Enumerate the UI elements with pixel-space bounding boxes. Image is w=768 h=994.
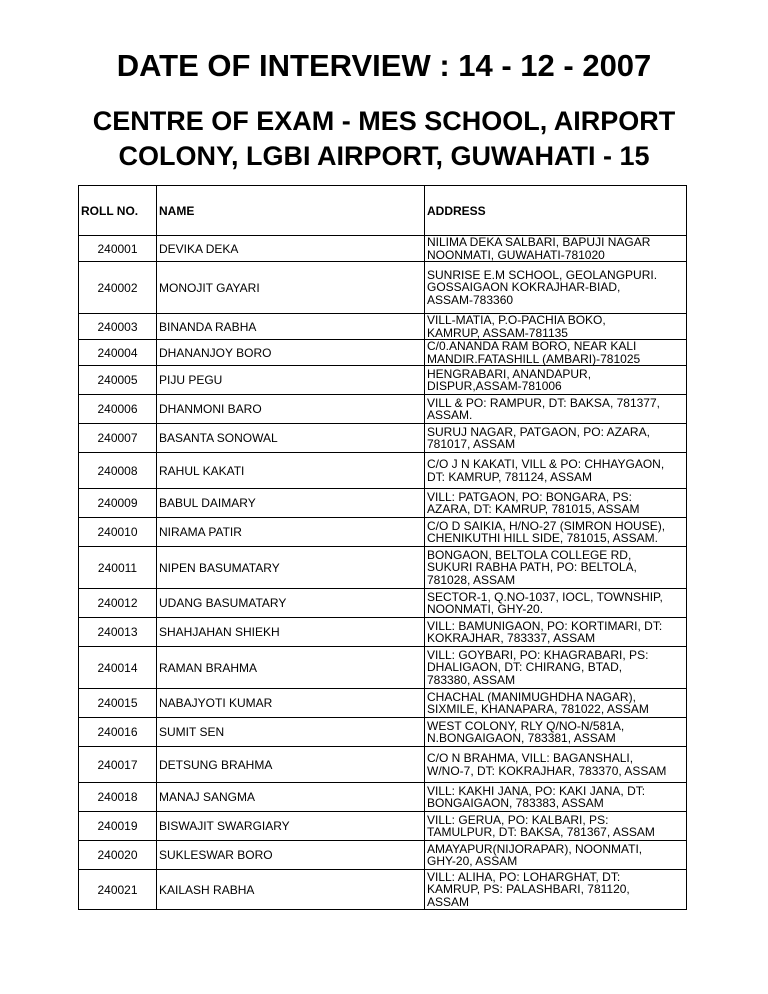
table-row: [79, 453, 687, 489]
address-cell: [425, 589, 687, 618]
address-cell: [425, 747, 687, 783]
address-line: ASSAM: [427, 894, 470, 909]
table-row: [79, 518, 687, 547]
roll-number-cell: 240016: [79, 718, 157, 747]
address-cell: [425, 618, 687, 647]
address-cell: [425, 783, 687, 812]
roll-number-cell: 240001: [79, 236, 157, 262]
address-line: C/O J N KAKATI, VILL & PO: CHHAYGAON,: [427, 457, 665, 471]
table-body: [79, 236, 687, 910]
name-cell: MANAJ SANGMA: [157, 783, 425, 812]
table-row: [79, 314, 687, 340]
roll-number-cell: 240004: [79, 340, 157, 366]
address-line: C/O D SAIKIA, H/NO-27 (SIMRON HOUSE),: [427, 518, 666, 533]
roll-number-cell: 240007: [79, 424, 157, 453]
name-cell: KAILASH RABHA: [157, 870, 425, 910]
table-row: [79, 718, 687, 747]
address-cell: [425, 689, 687, 718]
address-line: N.BONGAIGAON, 783381, ASSAM: [427, 731, 616, 745]
table-row: [79, 547, 687, 589]
name-cell: UDANG BASUMATARY: [157, 589, 425, 618]
address-line: SIXMILE, KHANAPARA, 781022, ASSAM: [427, 702, 649, 716]
address-line: C/O N BRAHMA, VILL: BAGANSHALI,: [427, 751, 634, 765]
address-line: 781028, ASSAM: [427, 572, 516, 587]
address-line: GOSSAIGAON KOKRAJHAR-BIAD,: [427, 280, 621, 295]
address-line: TAMULPUR, DT: BAKSA, 781367, ASSAM: [427, 825, 655, 839]
name-cell: DEVIKA DEKA: [157, 236, 425, 262]
table-row: [79, 262, 687, 314]
name-cell: BASANTA SONOWAL: [157, 424, 425, 453]
column-header-name: NAME: [157, 186, 425, 236]
table-row: [79, 366, 687, 395]
table-row: [79, 812, 687, 841]
address-line: VILL & PO: RAMPUR, DT: BAKSA, 781377,: [427, 395, 660, 410]
name-cell: DHANANJOY BORO: [157, 340, 425, 366]
address-line: VILL: PATGAON, PO: BONGARA, PS:: [427, 489, 632, 504]
roll-number-cell: 240020: [79, 841, 157, 870]
address-line: VILL: ALIHA, PO: LOHARGHAT, DT:: [427, 869, 621, 884]
interview-date-heading: DATE OF INTERVIEW : 14 - 12 - 2007: [116, 48, 652, 83]
roll-number-cell: 240003: [79, 314, 157, 340]
table-row: [79, 424, 687, 453]
address-line: KAMRUP, ASSAM-781135: [427, 325, 568, 340]
roll-number-cell: 240009: [79, 489, 157, 518]
address-line: KOKRAJHAR, 783337, ASSAM: [427, 631, 596, 645]
address-line: NILIMA DEKA SALBARI, BAPUJI NAGAR: [427, 235, 651, 249]
address-cell: [425, 453, 687, 489]
address-line: AZARA, DT: KAMRUP, 781015, ASSAM: [427, 502, 640, 516]
table-row: [79, 589, 687, 618]
name-cell: MONOJIT GAYARI: [157, 262, 425, 314]
table-row: [79, 870, 687, 910]
address-line: 783380, ASSAM: [427, 672, 516, 687]
address-line: VILL-MATIA, P.O-PACHIA BOKO,: [427, 313, 606, 327]
address-line: ASSAM.: [427, 408, 473, 422]
exam-centre-heading-line2: COLONY, LGBI AIRPORT, GUWAHATI - 15: [118, 141, 650, 171]
table-row: [79, 236, 687, 262]
address-line: DT: KAMRUP, 781124, ASSAM: [427, 469, 592, 484]
name-cell: SHAHJAHAN SHIEKH: [157, 618, 425, 647]
name-cell: RAMAN BRAHMA: [157, 647, 425, 689]
table-row: [79, 747, 687, 783]
column-header-address: ADDRESS: [425, 186, 687, 236]
address-line: CHACHAL (MANIMUGHDHA NAGAR),: [427, 689, 636, 704]
address-cell: [425, 718, 687, 747]
address-line: BONGAON, BELTOLA COLLEGE RD,: [427, 547, 632, 562]
roll-number-cell: 240002: [79, 262, 157, 314]
address-line: SECTOR-1, Q.NO-1037, IOCL, TOWNSHIP,: [427, 589, 663, 604]
table-row: [79, 689, 687, 718]
roll-number-cell: 240014: [79, 647, 157, 689]
address-line: VILL: GERUA, PO: KALBARI, PS:: [427, 812, 609, 827]
address-line: VILL: KAKHI JANA, PO: KAKI JANA, DT:: [427, 783, 646, 798]
address-line: VILL: GOYBARI, PO: KHAGRABARI, PS:: [427, 647, 649, 662]
address-cell: [425, 870, 687, 910]
address-cell: [425, 262, 687, 314]
roll-number-cell: 240005: [79, 366, 157, 395]
roll-number-cell: 240021: [79, 870, 157, 910]
address-cell: [425, 366, 687, 395]
name-cell: SUKLESWAR BORO: [157, 841, 425, 870]
roll-number-cell: 240015: [79, 689, 157, 718]
address-cell: [425, 424, 687, 453]
roll-number-cell: 240011: [79, 547, 157, 589]
address-line: DHALIGAON, DT: CHIRANG, BTAD,: [427, 660, 623, 675]
name-cell: BINANDA RABHA: [157, 314, 425, 340]
column-header-roll: ROLL NO.: [79, 186, 157, 236]
table-row: [79, 841, 687, 870]
roll-number-cell: 240017: [79, 747, 157, 783]
address-cell: [425, 489, 687, 518]
address-line: WEST COLONY, RLY Q/NO-N/581A,: [427, 718, 625, 733]
address-line: VILL: BAMUNIGAON, PO: KORTIMARI, DT:: [427, 618, 663, 633]
address-line: KAMRUP, PS: PALASHBARI, 781120,: [427, 882, 630, 897]
address-line: MANDIR.FATASHILL (AMBARI)-781025: [427, 351, 641, 366]
roll-number-cell: 240013: [79, 618, 157, 647]
name-cell: SUMIT SEN: [157, 718, 425, 747]
address-line: CHENIKUTHI HILL SIDE, 781015, ASSAM.: [427, 531, 658, 545]
address-line: NOONMATI, GHY-20.: [427, 602, 544, 616]
address-line: 781017, ASSAM: [427, 437, 516, 451]
address-cell: [425, 395, 687, 424]
roll-number-cell: 240008: [79, 453, 157, 489]
table-row: [79, 618, 687, 647]
table-row: [79, 489, 687, 518]
roll-number-cell: 240006: [79, 395, 157, 424]
address-cell: [425, 340, 687, 366]
candidate-table: [78, 185, 687, 910]
address-line: NOONMATI, GUWAHATI-781020: [427, 247, 605, 262]
table-row: [79, 395, 687, 424]
address-cell: [425, 314, 687, 340]
address-line: DISPUR,ASSAM-781006: [427, 379, 562, 393]
name-cell: NIRAMA PATIR: [157, 518, 425, 547]
address-line: C/0.ANANDA RAM BORO, NEAR KALI: [427, 339, 637, 353]
name-cell: DHANMONI BARO: [157, 395, 425, 424]
roll-number-cell: 240018: [79, 783, 157, 812]
address-cell: [425, 841, 687, 870]
roll-number-cell: 240019: [79, 812, 157, 841]
address-cell: [425, 547, 687, 589]
address-line: BONGAIGAON, 783383, ASSAM: [427, 796, 604, 810]
name-cell: BABUL DAIMARY: [157, 489, 425, 518]
name-cell: BISWAJIT SWARGIARY: [157, 812, 425, 841]
address-line: GHY-20, ASSAM: [427, 854, 518, 868]
roll-number-cell: 240012: [79, 589, 157, 618]
address-line: SUKURI RABHA PATH, PO: BELTOLA,: [427, 560, 637, 575]
table-row: [79, 647, 687, 689]
address-line: SUNRISE E.M SCHOOL, GEOLANGPURI.: [427, 267, 658, 282]
name-cell: DETSUNG BRAHMA: [157, 747, 425, 783]
table-header-row: [79, 186, 687, 236]
name-cell: NIPEN BASUMATARY: [157, 547, 425, 589]
address-cell: [425, 236, 687, 262]
address-cell: [425, 647, 687, 689]
name-cell: NABAJYOTI KUMAR: [157, 689, 425, 718]
exam-centre-heading-line1: CENTRE OF EXAM - MES SCHOOL, AIRPORT: [92, 106, 676, 136]
address-line: HENGRABARI, ANANDAPUR,: [427, 366, 592, 381]
address-cell: [425, 812, 687, 841]
roll-number-cell: 240010: [79, 518, 157, 547]
address-line: ASSAM-783360: [427, 292, 514, 307]
address-line: AMAYAPUR(NIJORAPAR), NOONMATI,: [427, 841, 643, 856]
table-row: [79, 783, 687, 812]
address-cell: [425, 518, 687, 547]
name-cell: RAHUL KAKATI: [157, 453, 425, 489]
address-line: SURUJ NAGAR, PATGAON, PO: AZARA,: [427, 424, 650, 439]
name-cell: PIJU PEGU: [157, 366, 425, 395]
table-row: [79, 340, 687, 366]
address-line: W/NO-7, DT: KOKRAJHAR, 783370, ASSAM: [427, 763, 667, 778]
